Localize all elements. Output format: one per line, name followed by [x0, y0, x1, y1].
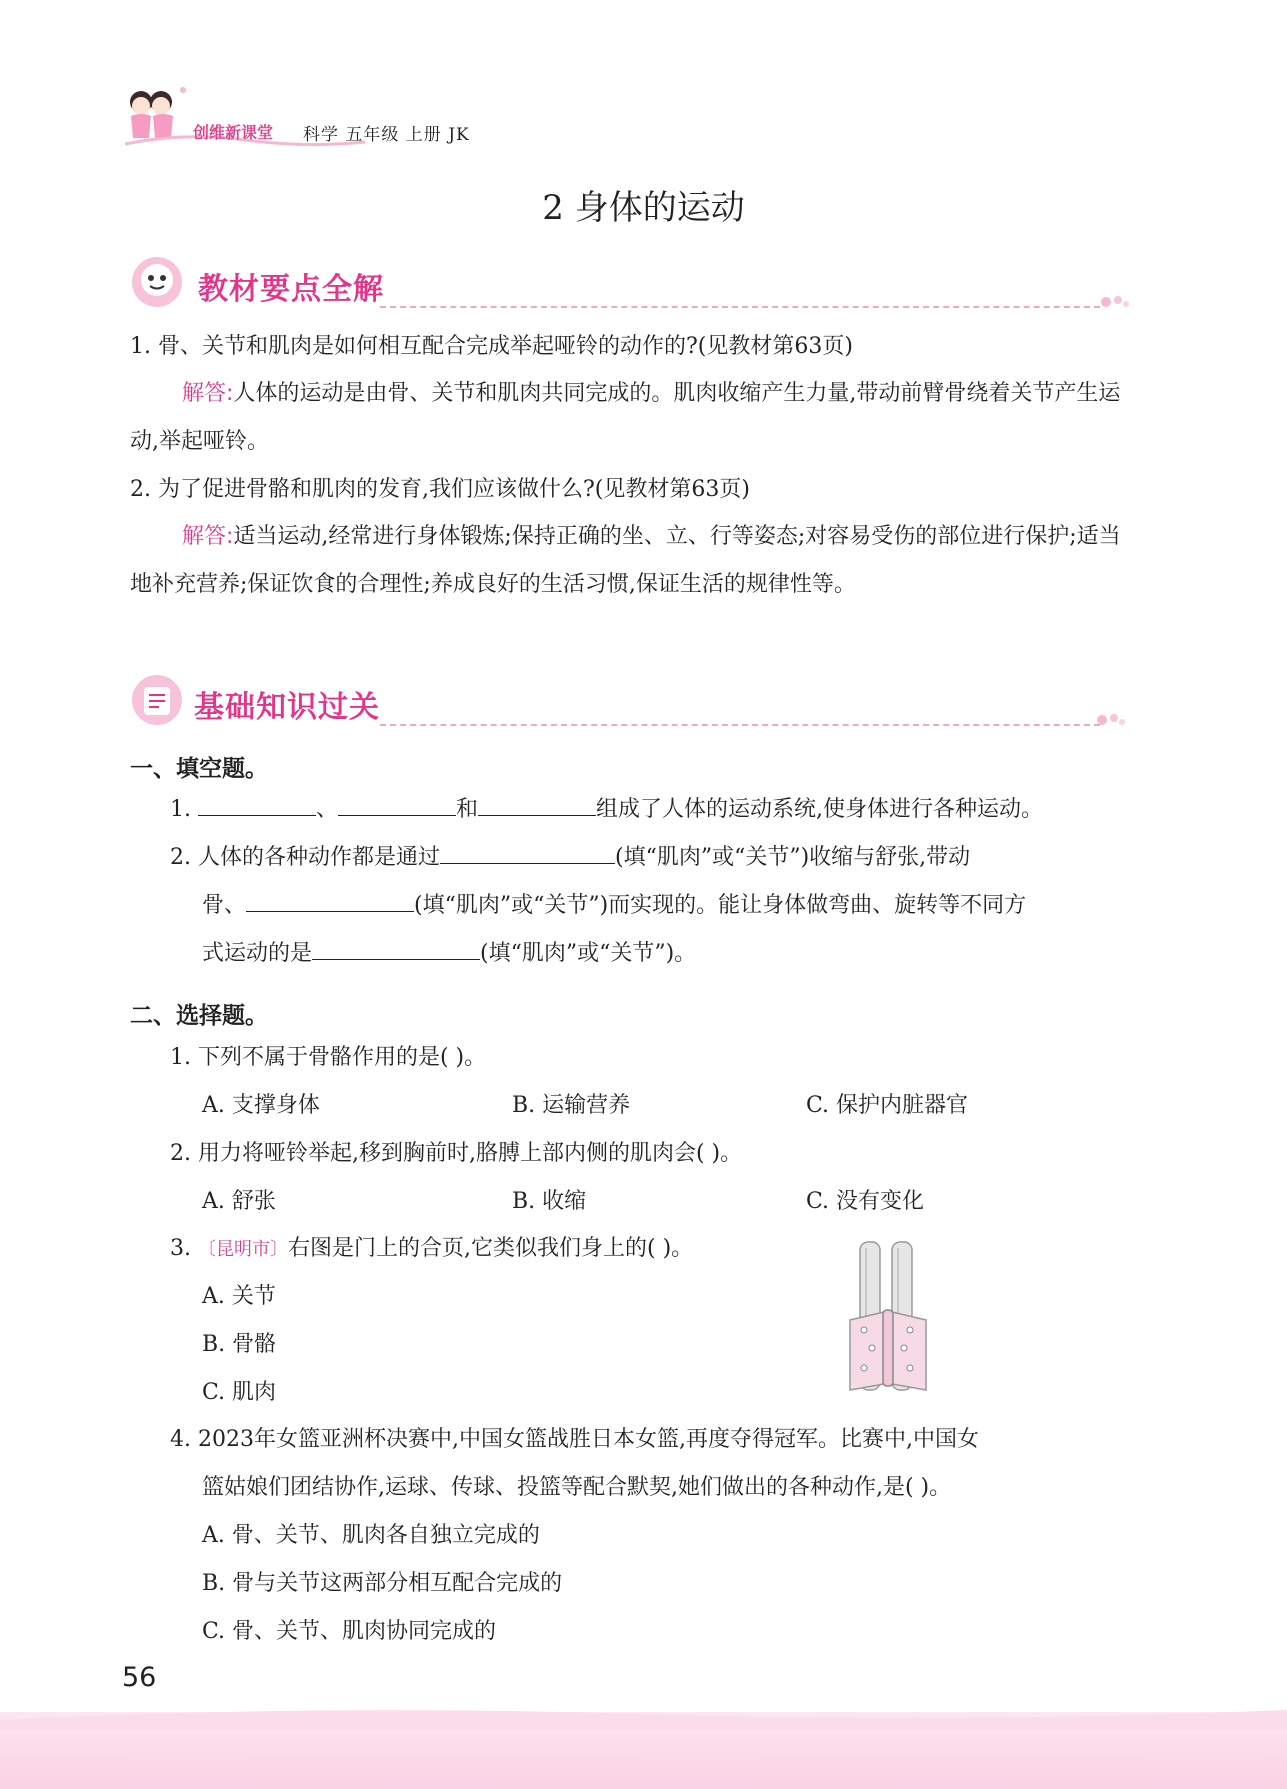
textbook-question-1: 1. 骨、关节和肌肉是如何相互配合完成举起哑铃的动作的?(见教材第63页) — [130, 334, 853, 359]
textbook-answer-1 — [130, 370, 1130, 466]
book-subject: 科学 五年级 上册 JK — [303, 125, 470, 145]
option-a[interactable]: A. 支撑身体 — [202, 1093, 320, 1118]
choice-question-1: 1. 下列不属于骨骼作用的是( )。 — [170, 1045, 487, 1070]
part-heading-fill: 一、填空题。 — [130, 756, 268, 782]
question-number: 3. — [170, 1236, 191, 1261]
footer-wave-decoration — [0, 1700, 1287, 1730]
choice-question-2: 2. 用力将哑铃举起,移到胸前时,胳膊上部内侧的肌肉会( )。 — [170, 1141, 743, 1166]
question-text: 骨、 — [202, 893, 247, 918]
question-text: 式运动的是 — [202, 941, 313, 966]
brand-name: 创维新课堂 — [193, 123, 274, 142]
question-text: (填“肌肉”或“关节”)而实现的。能让身体做弯曲、旋转等不同方 — [414, 893, 1027, 918]
fill-question-2 — [170, 834, 1130, 882]
page-title: 2 身体的运动 — [542, 188, 745, 228]
answer-blank[interactable] — [312, 935, 480, 960]
fill-question-2-line2 — [202, 882, 1132, 930]
option-b[interactable]: B. 骨骼 — [202, 1332, 277, 1357]
part-heading-choice: 二、选择题。 — [130, 1003, 268, 1029]
answer-blank[interactable] — [246, 887, 414, 912]
option-c[interactable]: C. 骨、关节、肌肉协同完成的 — [202, 1619, 497, 1644]
separator: 和 — [456, 797, 479, 822]
decorative-dots-icon — [1096, 712, 1126, 728]
option-c[interactable]: C. 肌肉 — [202, 1380, 277, 1405]
option-a[interactable]: A. 骨、关节、肌肉各自独立完成的 — [202, 1523, 540, 1548]
region-tag: 〔昆明市〕 — [198, 1239, 288, 1260]
option-b[interactable]: B. 运输营养 — [512, 1093, 631, 1118]
question-text: (填“肌肉”或“关节”)收缩与舒张,带动 — [615, 845, 971, 870]
section-badge-icon — [128, 255, 186, 309]
answer-blank[interactable] — [440, 839, 615, 864]
question-number: 1. — [170, 797, 191, 822]
fill-question-2-line3 — [202, 930, 1132, 978]
answer-blank[interactable] — [478, 791, 596, 816]
section-divider — [380, 306, 1100, 308]
answer-label: 解答: — [182, 524, 234, 549]
answer-label: 解答: — [182, 381, 234, 406]
answer-text: 人体的运动是由骨、关节和肌肉共同完成的。肌肉收缩产生力量,带动前臂骨绕着关节产生运动,举起哑铃。 — [130, 381, 1121, 454]
section-title: 教材要点全解 — [198, 272, 384, 307]
section-title: 基础知识过关 — [194, 690, 380, 725]
question-text: 人体的各种动作都是通过 — [198, 845, 441, 870]
section-divider — [380, 724, 1100, 726]
answer-blank[interactable] — [198, 791, 316, 816]
option-a[interactable]: A. 关节 — [202, 1284, 276, 1309]
question-number: 2. — [170, 845, 191, 870]
page-number: 56 — [122, 1662, 157, 1693]
fill-question-1 — [170, 786, 1130, 834]
choice-question-4-line1: 4. 2023年女篮亚洲杯决赛中,中国女篮战胜日本女篮,再度夺得冠军。比赛中,中国女 — [170, 1427, 979, 1452]
option-b[interactable]: B. 骨与关节这两部分相互配合完成的 — [202, 1571, 563, 1596]
option-c[interactable]: C. 保护内脏器官 — [806, 1093, 969, 1118]
decorative-dots-icon — [1100, 294, 1130, 310]
door-hinge-illustration — [846, 1238, 930, 1394]
option-c[interactable]: C. 没有变化 — [806, 1189, 925, 1214]
option-b[interactable]: B. 收缩 — [512, 1189, 587, 1214]
textbook-question-2: 2. 为了促进骨骼和肌肉的发育,我们应该做什么?(见教材第63页) — [130, 477, 750, 502]
section-badge-icon — [128, 673, 186, 727]
question-text: (填“肌肉”或“关节”)。 — [480, 941, 697, 966]
separator: 、 — [316, 797, 339, 822]
question-text: 右图是门上的合页,它类似我们身上的( )。 — [288, 1236, 694, 1261]
textbook-answer-2 — [130, 513, 1130, 609]
question-text: 组成了人体的运动系统,使身体进行各种运动。 — [596, 797, 1044, 822]
answer-text: 适当运动,经常进行身体锻炼;保持正确的坐、立、行等姿态;对容易受伤的部位进行保护;适当地补充营养;保证饮食的合理性;养成良好的生活习惯,保证生活的规律性等。 — [130, 524, 1121, 597]
choice-question-3 — [170, 1225, 870, 1274]
answer-blank[interactable] — [338, 791, 456, 816]
option-a[interactable]: A. 舒张 — [202, 1189, 276, 1214]
choice-question-4-line2: 篮姑娘们团结协作,运球、传球、投篮等配合默契,她们做出的各种动作,是( )。 — [202, 1475, 952, 1500]
